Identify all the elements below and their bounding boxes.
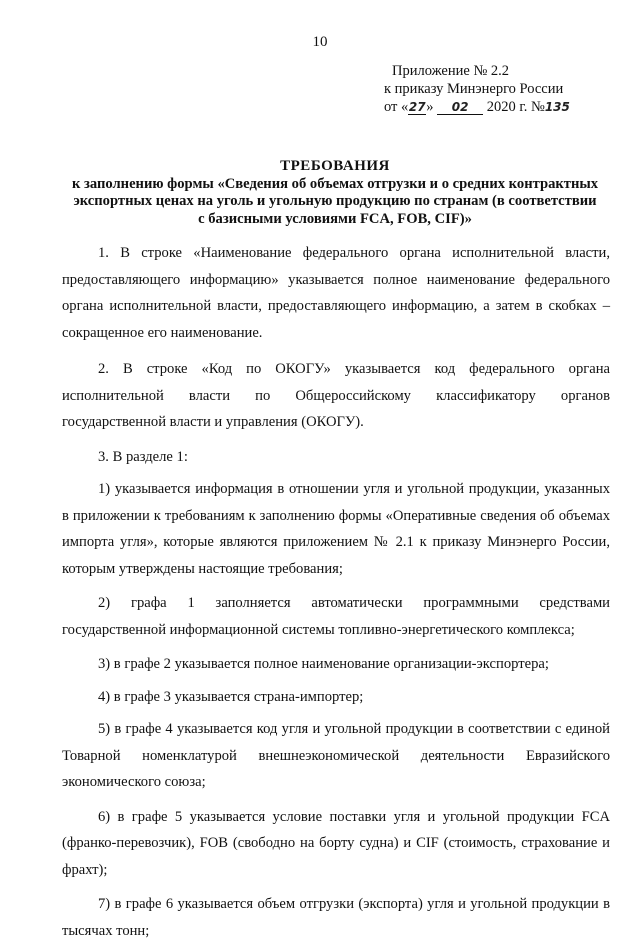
title-line-3: с базисными условиями FCA, FOB, CIF)» xyxy=(198,210,472,227)
page-number: 10 xyxy=(312,34,328,50)
order-number-handwritten: 135 xyxy=(544,100,570,114)
paragraph-1: 1. В строке «Наименование федерального органа исполнительной власти, предоставляющего информацию» указывается полное наименование федерального органа исполнительной власти, предоставляющего информацию, а затем в скобках – сокращенное его наименование. xyxy=(62,245,610,341)
order-day-handwritten: 27 xyxy=(408,100,426,114)
document-body xyxy=(62,240,610,944)
title-line-2: экспортных ценах на уголь и угольную продукцию по странам (в соответствии xyxy=(73,193,597,209)
order-date-mid: » xyxy=(426,99,434,115)
appendix-line-3 xyxy=(384,98,570,116)
order-date-prefix: от « xyxy=(384,99,409,115)
order-month-handwritten: 02 xyxy=(437,100,483,115)
appendix-header xyxy=(384,62,570,116)
paragraph-6: 3) в графе 2 указывается полное наименование организации-экспортера; xyxy=(98,656,549,672)
appendix-line-1: Приложение № 2.2 xyxy=(392,63,510,79)
document-title xyxy=(40,158,630,228)
appendix-line-2: к приказу Минэнерго России xyxy=(384,81,564,97)
paragraph-7: 4) в графе 3 указывается страна-импортер; xyxy=(98,688,364,705)
paragraph-5: 2) графа 1 заполняется автоматически программными средствами государственной информационной системы топливно-энергетического комплекса; xyxy=(62,595,610,638)
paragraph-10: 7) в графе 6 указывается объем отгрузки (экспорта) угля и угольной продукции в тысячах тонн; xyxy=(62,896,610,939)
paragraph-4: 1) указывается информация в отношении угля и угольной продукции, указанных в приложении к требованиям к заполнению формы «Оперативные сведения об объемах импорта угля», которые являются приложением № 2.1 к приказу Минэнерго России, которым утверждены настоящие требования; xyxy=(62,481,610,577)
order-year: 2020 г. № xyxy=(486,99,545,115)
title-main: ТРЕБОВАНИЯ xyxy=(280,158,390,174)
title-line-1: к заполнению формы «Сведения об объемах отгрузки и о средних контрактных xyxy=(71,175,599,192)
paragraph-3: 3. В разделе 1: xyxy=(98,448,188,465)
paragraph-2: 2. В строке «Код по ОКОГУ» указывается код федерального органа исполнительной власти по Общероссийскому классификатору органов государственной власти и управления (ОКОГУ). xyxy=(62,361,610,430)
paragraph-9: 6) в графе 5 указывается условие поставки угля и угольной продукции FCA (франко-перевозчик), FOB (свободно на борту судна) и CIF (стоимость, страхование и фрахт); xyxy=(62,808,610,878)
paragraph-8: 5) в графе 4 указывается код угля и угольной продукции в соответствии с единой Товарной номенклатурой внешнеэкономической деятельности Евразийского экономического союза; xyxy=(62,721,610,790)
